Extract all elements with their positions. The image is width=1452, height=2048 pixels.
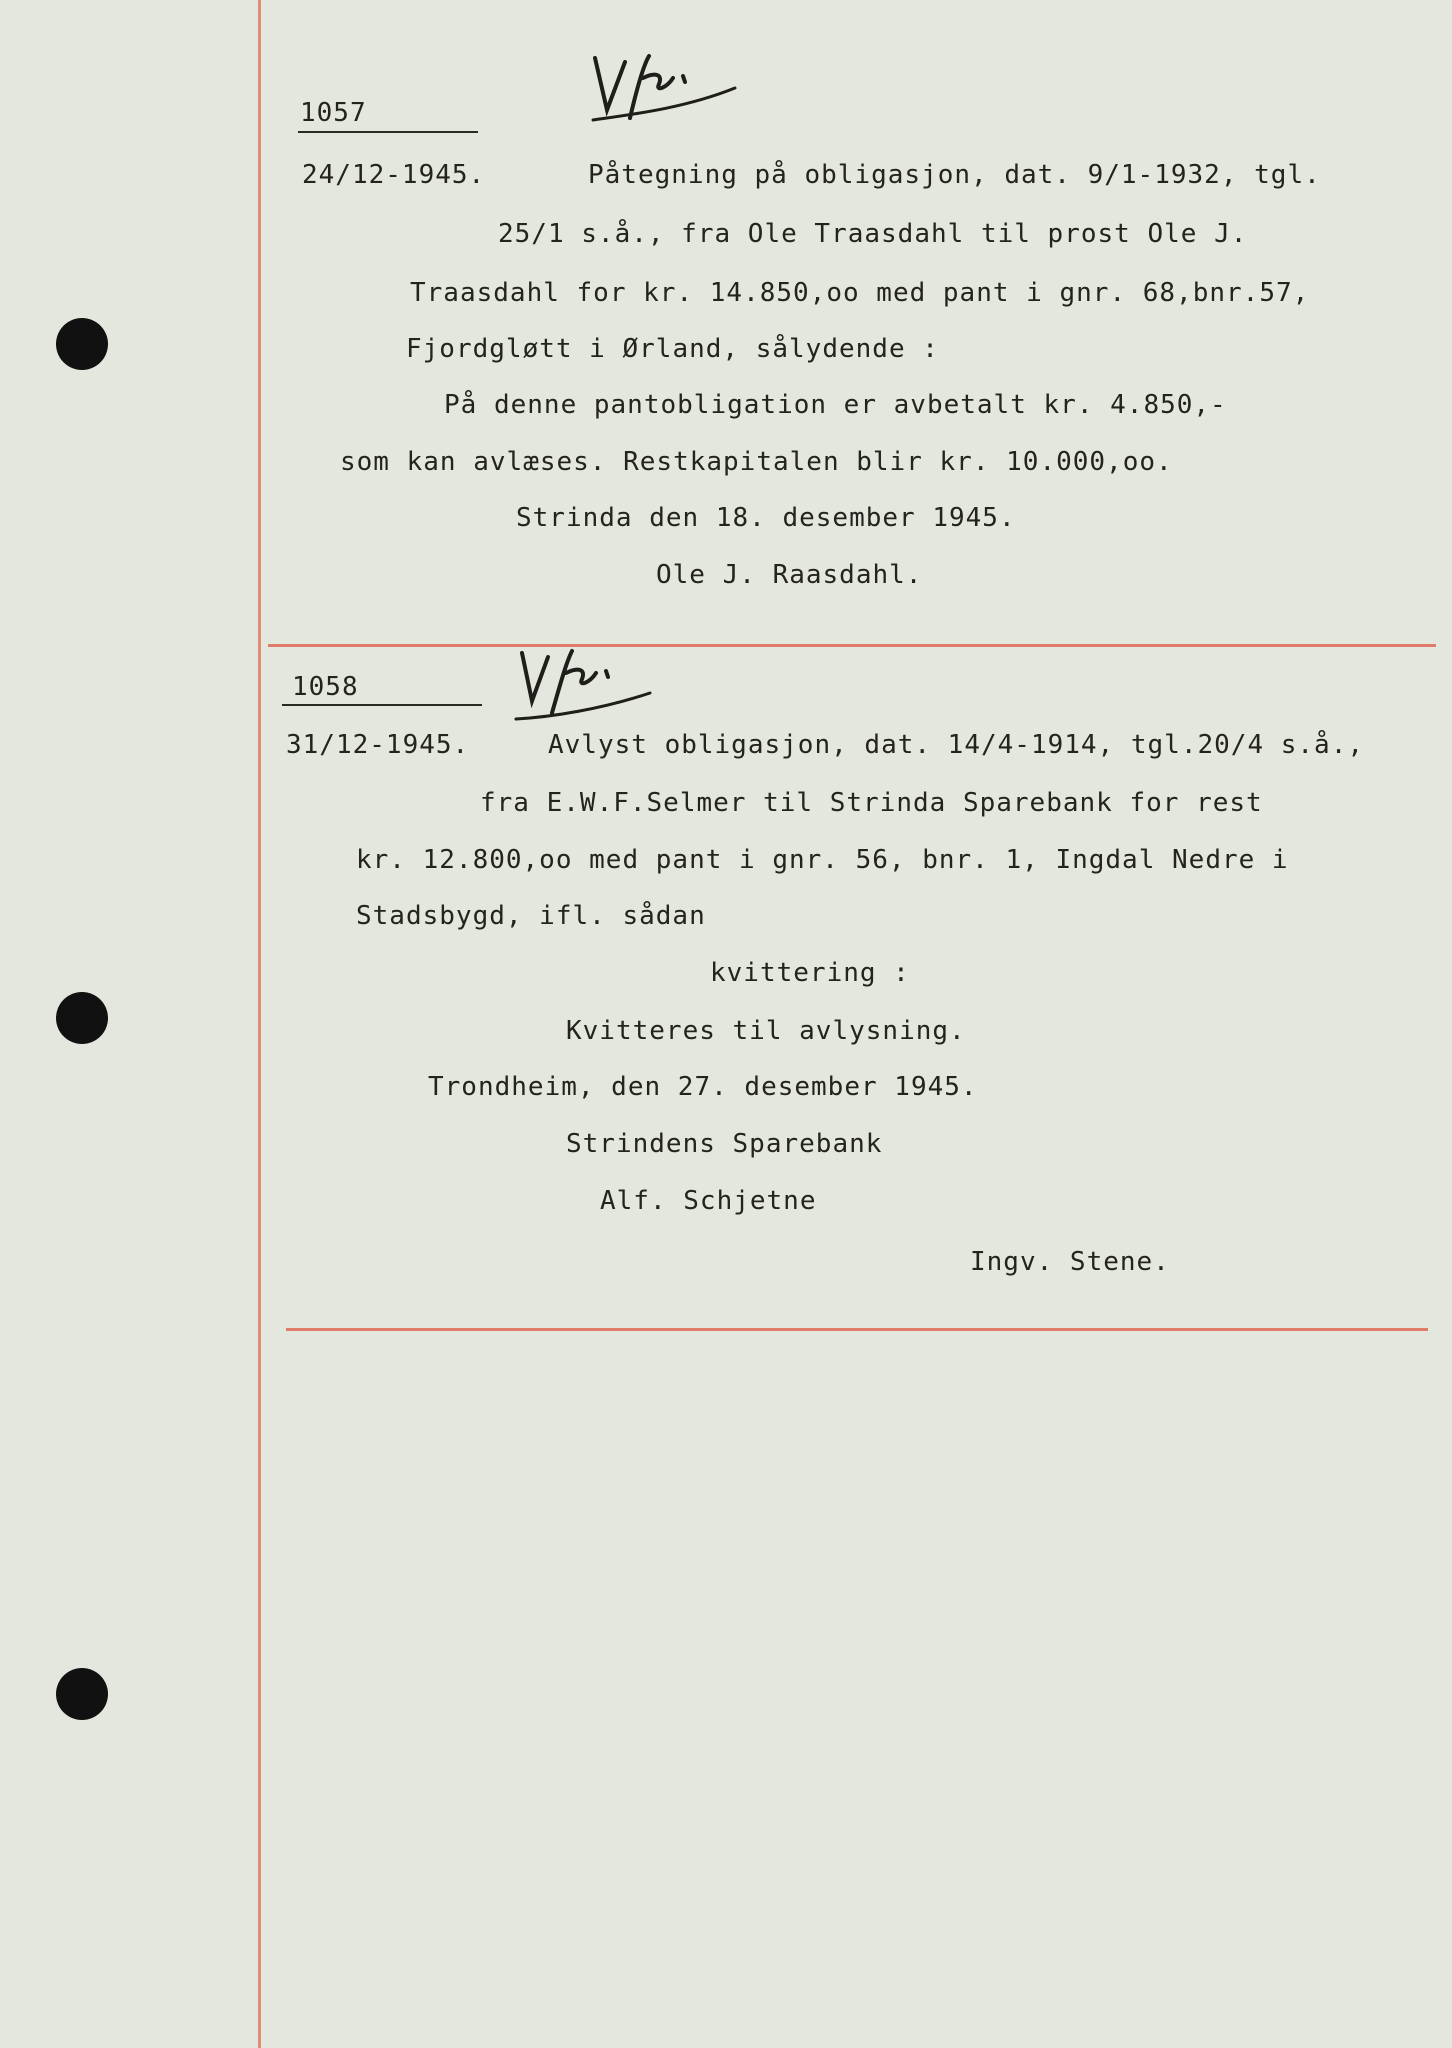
entry-line: Ole J. Raasdahl.	[656, 560, 923, 590]
entry-line: som kan avlæses. Restkapitalen blir kr. 10.000,oo.	[340, 447, 1173, 477]
entry-line: kvittering :	[710, 958, 910, 988]
entry-date: 24/12-1945.	[302, 160, 486, 190]
punch-hole	[56, 318, 108, 370]
entry-line: Strinda den 18. desember 1945.	[516, 503, 1016, 533]
entry-line: fra E.W.F.Selmer til Strinda Sparebank for rest	[480, 788, 1263, 818]
entry-line: kr. 12.800,oo med pant i gnr. 56, bnr. 1, Ingdal Nedre i	[356, 845, 1289, 875]
entry-line: På denne pantobligation er avbetalt kr. 4.850,-	[444, 390, 1227, 420]
entry-line: Fjordgløtt i Ørland, sålydende :	[406, 334, 939, 364]
entry-line: 25/1 s.å., fra Ole Traasdahl til prost Ole J.	[498, 219, 1248, 249]
entry-number: 1058	[292, 672, 359, 702]
handwritten-initials	[512, 645, 662, 725]
entry-line: Ingv. Stene.	[970, 1247, 1170, 1277]
entry-number-underline	[298, 131, 478, 133]
entry-line: Strindens Sparebank	[566, 1129, 883, 1159]
entry-line: Avlyst obligasjon, dat. 14/4-1914, tgl.20/4 s.å.,	[548, 730, 1365, 760]
entry-line: Traasdahl for kr. 14.850,oo med pant i gnr. 68,bnr.57,	[410, 278, 1310, 308]
entry-number-underline	[282, 704, 482, 706]
punch-hole	[56, 1668, 108, 1720]
entry-separator	[286, 1328, 1428, 1331]
entry-line: Kvitteres til avlysning.	[566, 1016, 966, 1046]
entry-line: Påtegning på obligasjon, dat. 9/1-1932, tgl.	[588, 160, 1321, 190]
punch-hole	[56, 992, 108, 1044]
entry-line: Trondheim, den 27. desember 1945.	[428, 1072, 978, 1102]
entry-separator	[268, 644, 1436, 647]
handwritten-initials	[585, 48, 745, 128]
entry-date: 31/12-1945.	[286, 730, 470, 760]
entry-line: Alf. Schjetne	[600, 1186, 817, 1216]
entry-number: 1057	[300, 98, 367, 128]
margin-line	[258, 0, 261, 2048]
entry-line: Stadsbygd, ifl. sådan	[356, 901, 706, 931]
